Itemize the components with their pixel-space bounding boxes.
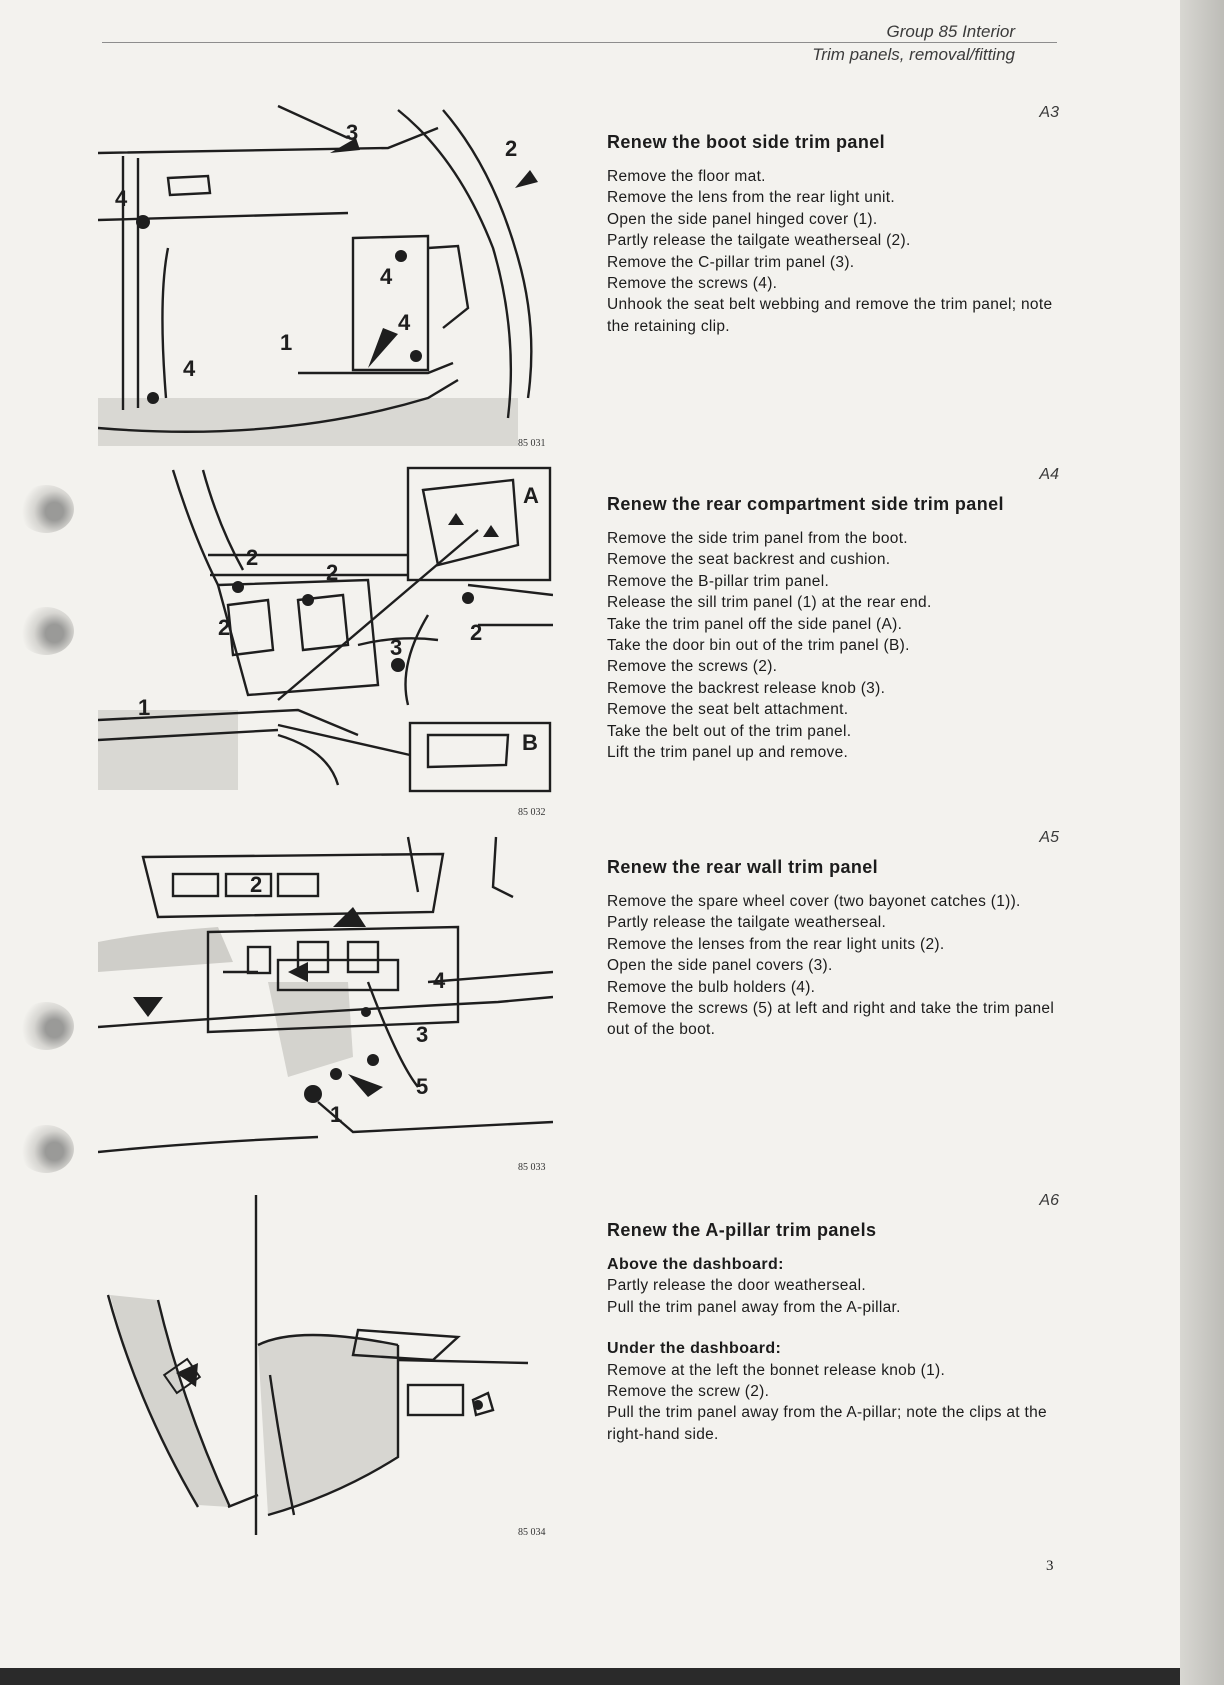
subsection-heading: Under the dashboard: <box>607 1340 782 1358</box>
callout-label: 2 <box>470 620 483 645</box>
figure-rear-compartment-trim <box>98 465 553 820</box>
step-text: Open the side panel hinged cover (1). <box>607 210 878 228</box>
step-text: Partly release the door weatherseal. <box>607 1277 866 1295</box>
figure-code: 85 031 <box>518 438 546 449</box>
step-text: Lift the trim panel up and remove. <box>607 744 849 762</box>
step-text: Remove the screw (2). <box>607 1383 770 1401</box>
callout-label: 3 <box>390 635 403 660</box>
step-text: Remove the C-pillar trim panel (3). <box>607 253 855 271</box>
callout-label: 3 <box>416 1022 429 1047</box>
illustration-rear-compartment <box>98 465 553 805</box>
step-text: Release the sill trim panel (1) at the rear end. <box>607 594 932 612</box>
section-code: A4 <box>1039 466 1059 483</box>
callout-label: 1 <box>330 1102 343 1127</box>
figure-rear-wall-trim <box>98 832 553 1177</box>
section-title: Renew the boot side trim panel <box>607 132 886 152</box>
step-text: Remove the screws (4). <box>607 275 778 293</box>
step-list <box>607 1254 1059 1445</box>
bottom-edge <box>0 1668 1180 1685</box>
step-text: Unhook the seat belt webbing and remove the trim panel; note the retaining clip. <box>607 296 1053 335</box>
figure-code: 85 033 <box>518 1162 546 1173</box>
punch-hole <box>18 485 74 533</box>
section-title: Renew the rear wall trim panel <box>607 857 879 877</box>
step-text: Partly release the tailgate weatherseal. <box>607 914 887 932</box>
step-text: Remove the screws (2). <box>607 658 778 676</box>
step-text: Remove the backrest release knob (3). <box>607 679 886 697</box>
callout-label: 4 <box>183 356 196 381</box>
callout-label: 4 <box>433 968 446 993</box>
step-text: Remove the spare wheel cover (two bayonet catches (1)). <box>607 893 1021 910</box>
step-text: Remove the B-pillar trim panel. <box>607 572 830 590</box>
callout-label: A <box>523 483 539 508</box>
page-header <box>812 20 1015 66</box>
step-text: Remove at the left the bonnet release knob (1). <box>607 1361 946 1379</box>
callout-label: 1 <box>138 695 151 720</box>
callout-label: 1 <box>280 330 293 355</box>
section-a3 <box>607 104 1059 344</box>
step-text: Remove the bulb holders (4). <box>607 978 816 996</box>
step-text: Pull the trim panel away from the A-pillar. <box>607 1298 901 1316</box>
step-text: Remove the seat belt attachment. <box>607 701 849 719</box>
step-text: Remove the floor mat. <box>607 168 766 185</box>
step-text: Remove the lens from the rear light unit. <box>607 189 895 207</box>
punch-hole <box>18 1002 74 1050</box>
header-rule <box>102 42 1057 43</box>
illustration-boot-side <box>98 98 553 450</box>
step-list <box>607 166 1059 337</box>
subsection-heading: Above the dashboard: <box>607 1256 784 1273</box>
callout-label: 4 <box>115 186 128 211</box>
section-title: Renew the A-pillar trim panels <box>607 1220 877 1240</box>
page-number: 3 <box>1046 1558 1054 1574</box>
illustration-a-pillar <box>98 1195 553 1535</box>
section-code: A6 <box>1039 1192 1059 1209</box>
page-edge <box>1180 0 1224 1685</box>
step-text: Remove the side trim panel from the boot. <box>607 530 908 547</box>
illustration-rear-wall <box>98 832 553 1167</box>
figure-boot-side-trim <box>98 98 553 450</box>
section-a5 <box>607 829 1059 1079</box>
step-text: Take the trim panel off the side panel (A). <box>607 615 903 633</box>
figure-a-pillar-trim <box>98 1195 553 1545</box>
section-a4 <box>607 466 1059 776</box>
section-code: A3 <box>1039 104 1059 121</box>
step-text: Take the door bin out of the trim panel (B). <box>607 637 910 655</box>
spacer <box>607 1318 1059 1338</box>
step-text: Pull the trim panel away from the A-pillar; note the clips at the right-hand side. <box>607 1404 1047 1443</box>
punch-hole <box>18 607 74 655</box>
step-list <box>607 891 1059 1041</box>
callout-label: 2 <box>326 560 339 585</box>
step-list <box>607 528 1059 763</box>
callout-label: B <box>522 730 538 755</box>
punch-hole <box>18 1125 74 1173</box>
callout-label: 4 <box>398 310 411 335</box>
callout-label: 2 <box>218 615 231 640</box>
callout-label: 4 <box>380 264 393 289</box>
section-a6 <box>607 1192 1059 1472</box>
header-group: Group 85 Interior <box>886 22 1015 41</box>
callout-label: 2 <box>246 545 259 570</box>
step-text: Remove the lenses from the rear light units (2). <box>607 935 945 953</box>
callout-label: 5 <box>416 1074 429 1099</box>
callout-label: 3 <box>346 120 359 145</box>
section-title: Renew the rear compartment side trim panel <box>607 494 1004 514</box>
callout-label: 2 <box>505 136 518 161</box>
step-text: Remove the screws (5) at left and right and take the trim panel out of the boot. <box>607 1000 1055 1039</box>
figure-code: 85 032 <box>518 807 546 818</box>
step-text: Open the side panel covers (3). <box>607 957 833 975</box>
step-text: Partly release the tailgate weatherseal (2). <box>607 232 911 250</box>
step-text: Take the belt out of the trim panel. <box>607 722 852 740</box>
section-code: A5 <box>1039 829 1059 846</box>
callout-label: 2 <box>250 872 263 897</box>
header-subtitle: Trim panels, removal/fitting <box>812 45 1015 64</box>
step-text: Remove the seat backrest and cushion. <box>607 551 891 569</box>
figure-code: 85 034 <box>518 1527 546 1538</box>
